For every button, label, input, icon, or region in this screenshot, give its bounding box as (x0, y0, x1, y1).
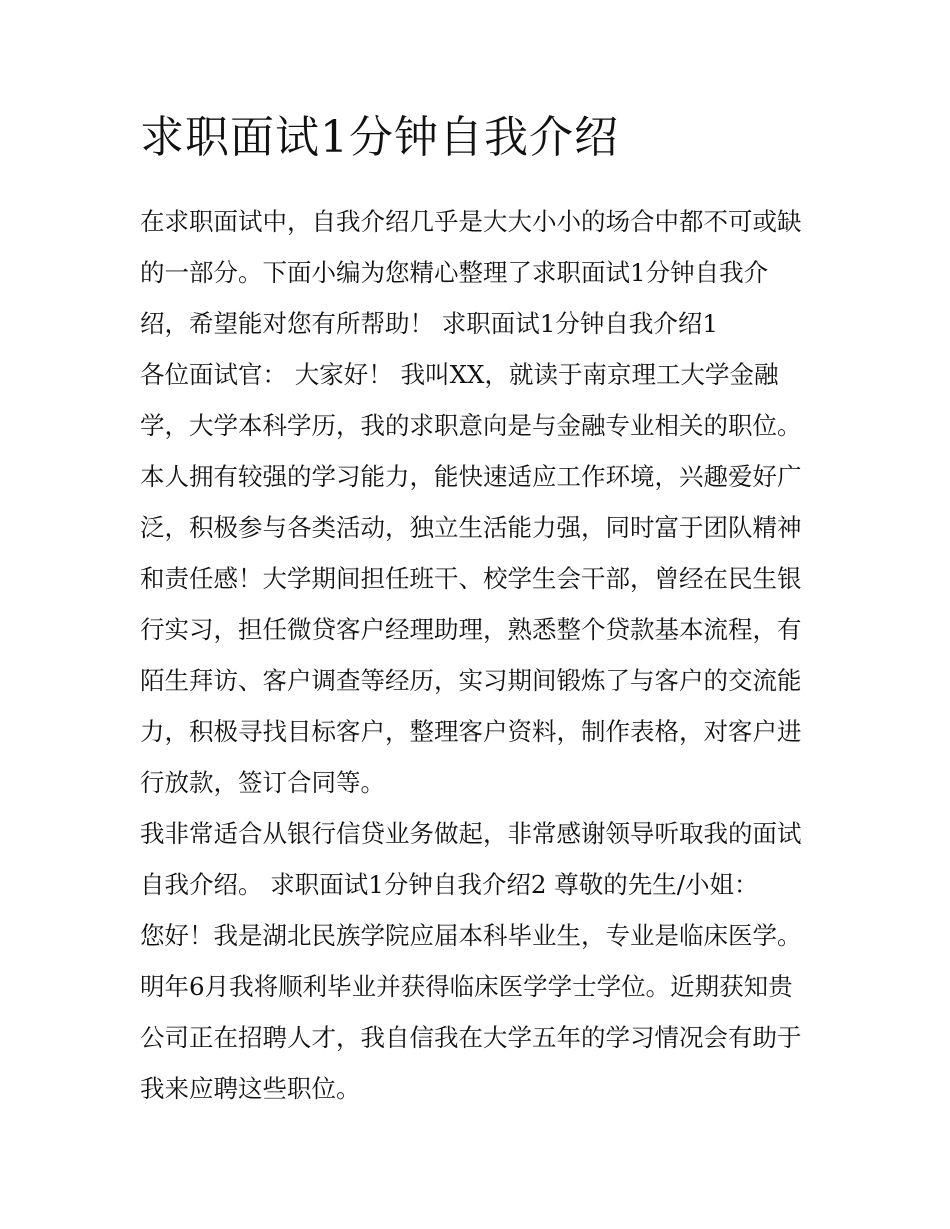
text-line: 公司正在招聘人才，我自信我在大学五年的学习情况会有助于 (140, 1023, 802, 1052)
text-line: 各位面试官： 大家好！ 我叫XX，就读于南京理工大学金融 (140, 360, 779, 389)
text-line: 我非常适合从银行信贷业务做起，非常感谢领导听取我的面试 (140, 819, 802, 848)
text-line: 行实习，担任微贷客户经理助理，熟悉整个贷款基本流程，有 (140, 615, 802, 644)
text-line: 您好！我是湖北民族学院应届本科毕业生，专业是临床医学。 (140, 921, 802, 950)
text-line: 明年6月我将顺利毕业并获得临床医学学士学位。近期获知贵 (140, 972, 793, 1001)
text-line: 力，积极寻找目标客户，整理客户资料，制作表格，对客户进 (140, 717, 802, 746)
document-title: 求职面试1分钟自我介绍 (140, 112, 619, 163)
text-line: 行放款，签订合同等。 (140, 768, 385, 797)
text-line: 的一部分。下面小编为您精心整理了求职面试1分钟自我介 (140, 258, 769, 287)
text-line: 本人拥有较强的学习能力，能快速适应工作环境，兴趣爱好广 (140, 462, 802, 491)
text-line: 自我介绍。 求职面试1分钟自我介绍2 尊敬的先生/小姐： (140, 870, 759, 899)
text-line: 绍，希望能对您有所帮助！ 求职面试1分钟自我介绍1 (140, 309, 718, 338)
text-line: 在求职面试中，自我介绍几乎是大大小小的场合中都不可或缺 (140, 207, 802, 236)
text-line: 泛，积极参与各类活动，独立生活能力强，同时富于团队精神 (140, 513, 802, 542)
document-body (140, 202, 830, 1120)
text-line: 和责任感！大学期间担任班干、校学生会干部，曾经在民生银 (140, 564, 802, 593)
text-line: 学，大学本科学历，我的求职意向是与金融专业相关的职位。 (140, 411, 802, 440)
text-line: 我来应聘这些职位。 (140, 1074, 361, 1103)
text-line: 陌生拜访、客户调查等经历，实习期间锻炼了与客户的交流能 (140, 666, 802, 695)
